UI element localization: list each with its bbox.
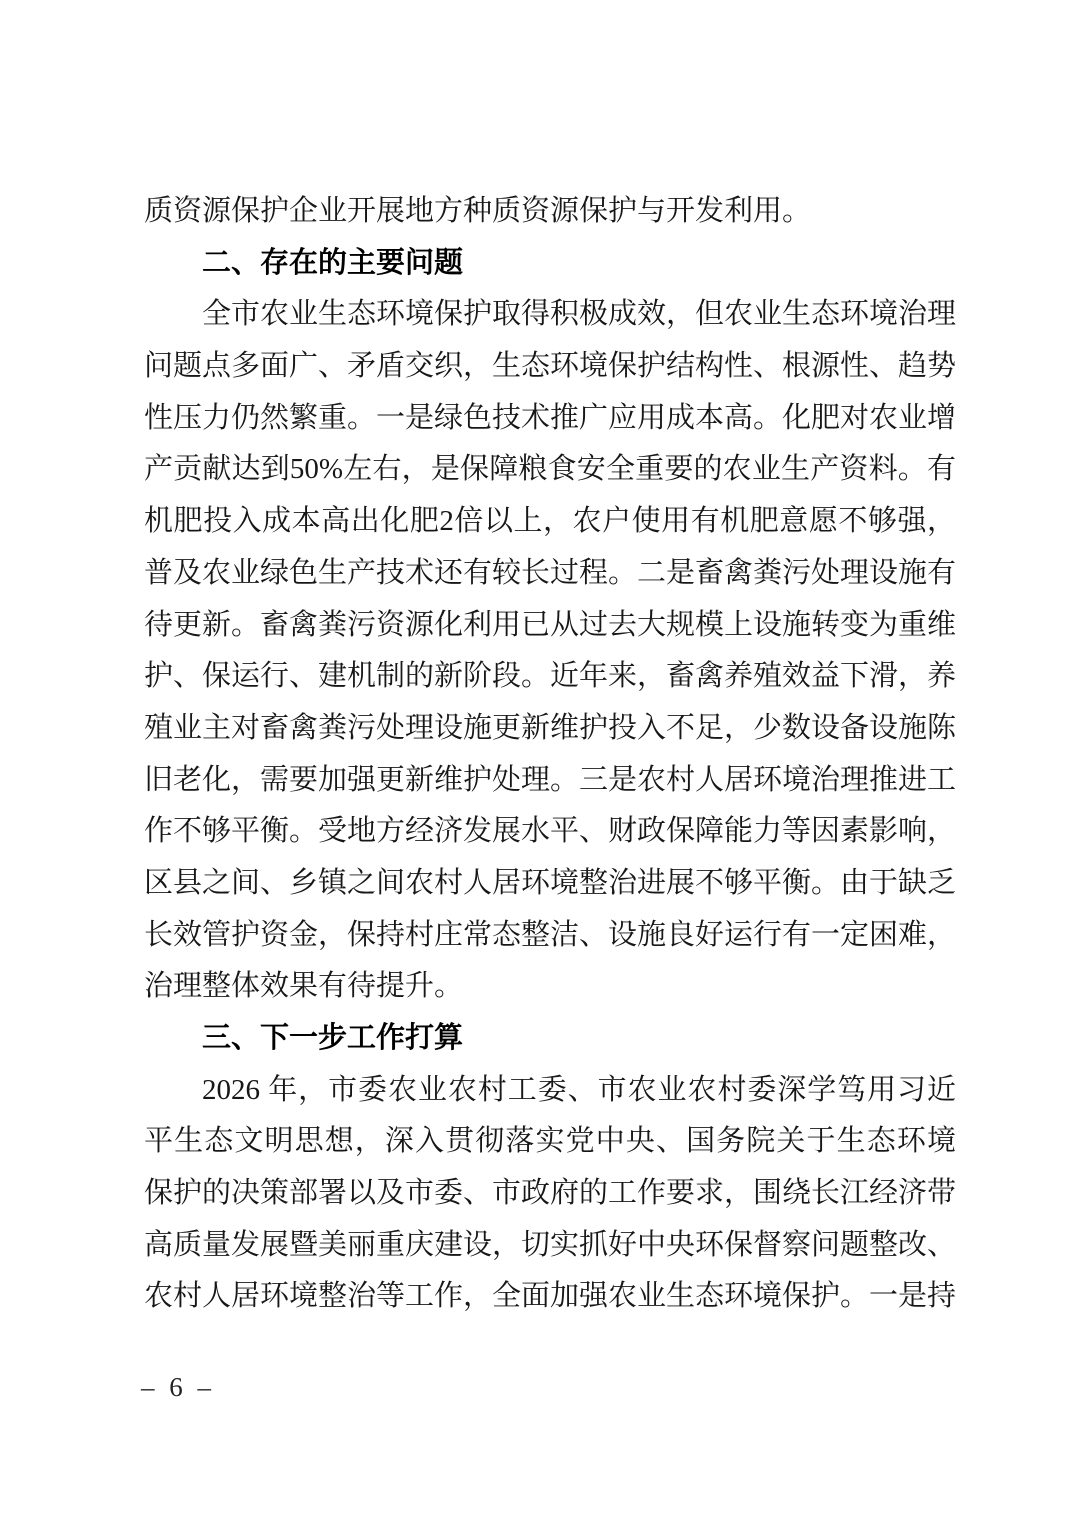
section-3-body-line: 保护的决策部署以及市委、市政府的工作要求，围绕长江经济带 [144, 1177, 956, 1210]
document-body [144, 186, 956, 1323]
section-3-heading: 三、下一步工作打算 [202, 1022, 464, 1054]
section-2-body-line: 待更新。畜禽粪污资源化利用已从过去大规模上设施转变为重维 [144, 608, 956, 641]
section-2-body-line: 产贡献达到50%左右，是保障粮食安全重要的农业生产资料。有 [144, 453, 956, 486]
section-3-body-line: 平生态文明思想，深入贯彻落实党中央、国务院关于生态环境 [144, 1125, 956, 1158]
section-2-body-line: 普及农业绿色生产技术还有较长过程。二是畜禽粪污处理设施有 [144, 556, 956, 589]
section-2-body-line: 殖业主对畜禽粪污处理设施更新维护投入不足，少数设备设施陈 [144, 711, 956, 744]
section-2-heading: 二、存在的主要问题 [202, 246, 464, 279]
section-2-body-line: 护、保运行、建机制的新阶段。近年来，畜禽养殖效益下滑，养 [144, 660, 956, 693]
section-2-body-line: 旧老化，需要加强更新维护处理。三是农村人居环境治理推进工 [144, 763, 956, 796]
paragraph-continuation-line: 质资源保护企业开展地方种质资源保护与开发利用。 [144, 195, 812, 227]
page-number: – 6 – [141, 1372, 215, 1402]
section-2-body-line: 作不够平衡。受地方经济发展水平、财政保障能力等因素影响， [144, 815, 956, 848]
section-2-body-line: 区县之间、乡镇之间农村人居环境整治进展不够平衡。由于缺乏 [144, 866, 956, 899]
section-2-body-line: 机肥投入成本高出化肥2倍以上，农户使用有机肥意愿不够强， [144, 505, 956, 538]
section-3-body-line: 2026 年，市委农业农村工委、市农业农村委深学笃用习近 [202, 1073, 956, 1106]
section-2-body-line: 全市农业生态环境保护取得积极成效，但农业生态环境治理 [202, 298, 956, 331]
section-2-body-line: 问题点多面广、矛盾交织，生态环境保护结构性、根源性、趋势 [144, 350, 956, 383]
section-2-body-line-last: 治理整体效果有待提升。 [144, 970, 464, 1003]
section-2-body-line: 性压力仍然繁重。一是绿色技术推广应用成本高。化肥对农业增 [144, 401, 956, 434]
section-3-body-line: 高质量发展暨美丽重庆建设，切实抓好中央环保督察问题整改、 [144, 1228, 956, 1261]
section-2-body-line: 长效管护资金，保持村庄常态整洁、设施良好运行有一定困难， [144, 918, 956, 951]
section-3-body-line: 农村人居环境整治等工作，全面加强农业生态环境保护。一是持 [144, 1280, 956, 1313]
